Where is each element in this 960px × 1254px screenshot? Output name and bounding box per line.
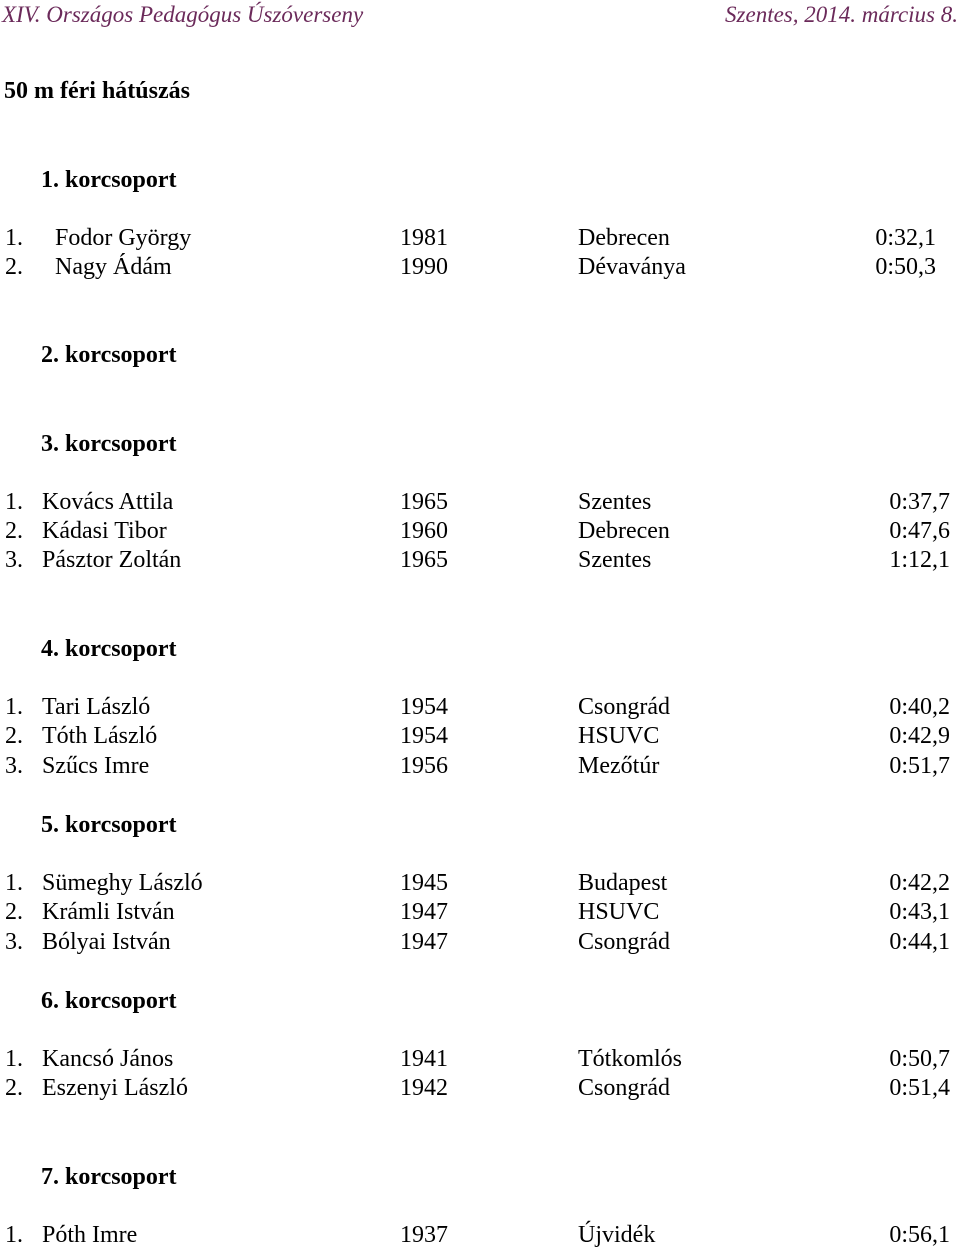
age-group-heading: 2. korcsoport <box>41 342 177 368</box>
time: 0:47,6 <box>889 518 950 544</box>
swimmer-name: Tari László <box>42 694 151 720</box>
time: 0:50,3 <box>875 254 936 280</box>
time: 0:56,1 <box>889 1222 950 1248</box>
result-row <box>0 518 960 548</box>
place: 1. <box>5 1046 23 1072</box>
event-date-location: Szentes, 2014. március 8. <box>725 2 958 27</box>
time: 0:42,2 <box>889 870 950 896</box>
swimmer-name: Kovács Attila <box>42 489 174 515</box>
place: 1. <box>5 870 23 896</box>
time: 0:42,9 <box>889 723 950 749</box>
result-row <box>0 489 960 519</box>
club: Dévaványa <box>578 254 686 280</box>
result-row <box>0 753 960 783</box>
result-row <box>0 1075 960 1105</box>
birth-year: 1945 <box>400 870 448 896</box>
time: 1:12,1 <box>889 547 950 573</box>
birth-year: 1937 <box>400 1222 448 1248</box>
club: Debrecen <box>578 518 670 544</box>
place: 1. <box>5 1222 23 1248</box>
time: 0:44,1 <box>889 929 950 955</box>
club: Csongrád <box>578 1075 670 1101</box>
time: 0:32,1 <box>875 225 936 251</box>
place: 3. <box>5 547 23 573</box>
result-row <box>0 225 960 255</box>
time: 0:51,7 <box>889 753 950 779</box>
swimmer-name: Fodor György <box>55 225 192 251</box>
club: Tótkomlós <box>578 1046 683 1072</box>
club: Csongrád <box>578 929 670 955</box>
swimmer-name: Eszenyi László <box>42 1075 188 1101</box>
swimmer-name: Krámli István <box>42 899 175 925</box>
swimmer-name: Bólyai István <box>42 929 171 955</box>
birth-year: 1981 <box>400 225 448 251</box>
result-row <box>0 899 960 929</box>
age-group-heading: 1. korcsoport <box>41 167 177 193</box>
swimmer-name: Kádasi Tibor <box>42 518 167 544</box>
place: 1. <box>5 489 23 515</box>
age-group-heading: 5. korcsoport <box>41 812 177 838</box>
event-title: 50 m féri hátúszás <box>4 78 190 104</box>
birth-year: 1990 <box>400 254 448 280</box>
result-row <box>0 254 960 284</box>
time: 0:40,2 <box>889 694 950 720</box>
swimmer-name: Sümeghy László <box>42 870 203 896</box>
birth-year: 1942 <box>400 1075 448 1101</box>
club: Budapest <box>578 870 668 896</box>
birth-year: 1947 <box>400 899 448 925</box>
place: 3. <box>5 929 23 955</box>
time: 0:51,4 <box>889 1075 950 1101</box>
birth-year: 1960 <box>400 518 448 544</box>
place: 2. <box>5 1075 23 1101</box>
event-name: XIV. Országos Pedagógus Úszóverseny <box>2 2 364 27</box>
age-group-heading: 6. korcsoport <box>41 988 177 1014</box>
birth-year: 1965 <box>400 489 448 515</box>
time: 0:50,7 <box>889 1046 950 1072</box>
swimmer-name: Kancsó János <box>42 1046 174 1072</box>
birth-year: 1947 <box>400 929 448 955</box>
result-row <box>0 694 960 724</box>
result-row <box>0 870 960 900</box>
swimmer-name: Pásztor Zoltán <box>42 547 182 573</box>
place: 1. <box>5 694 23 720</box>
place: 3. <box>5 753 23 779</box>
time: 0:43,1 <box>889 899 950 925</box>
result-row <box>0 547 960 577</box>
club: Szentes <box>578 489 652 515</box>
result-row <box>0 723 960 753</box>
age-group-heading: 4. korcsoport <box>41 636 177 662</box>
club: Csongrád <box>578 694 670 720</box>
birth-year: 1954 <box>400 694 448 720</box>
place: 2. <box>5 899 23 925</box>
birth-year: 1965 <box>400 547 448 573</box>
swimmer-name: Nagy Ádám <box>55 254 172 280</box>
club: HSUVC <box>578 899 660 925</box>
swimmer-name: Tóth László <box>42 723 158 749</box>
club: Szentes <box>578 547 652 573</box>
place: 1. <box>5 225 23 251</box>
place: 2. <box>5 254 23 280</box>
age-group-heading: 3. korcsoport <box>41 431 177 457</box>
swimmer-name: Póth Imre <box>42 1222 138 1248</box>
result-row <box>0 929 960 959</box>
place: 2. <box>5 518 23 544</box>
time: 0:37,7 <box>889 489 950 515</box>
birth-year: 1941 <box>400 1046 448 1072</box>
birth-year: 1956 <box>400 753 448 779</box>
birth-year: 1954 <box>400 723 448 749</box>
place: 2. <box>5 723 23 749</box>
club: Mezőtúr <box>578 753 660 779</box>
result-row <box>0 1046 960 1076</box>
age-group-heading: 7. korcsoport <box>41 1164 177 1190</box>
club: HSUVC <box>578 723 660 749</box>
club: Debrecen <box>578 225 670 251</box>
club: Újvidék <box>578 1222 656 1248</box>
swimmer-name: Szűcs Imre <box>42 753 150 779</box>
result-row <box>0 1222 960 1252</box>
